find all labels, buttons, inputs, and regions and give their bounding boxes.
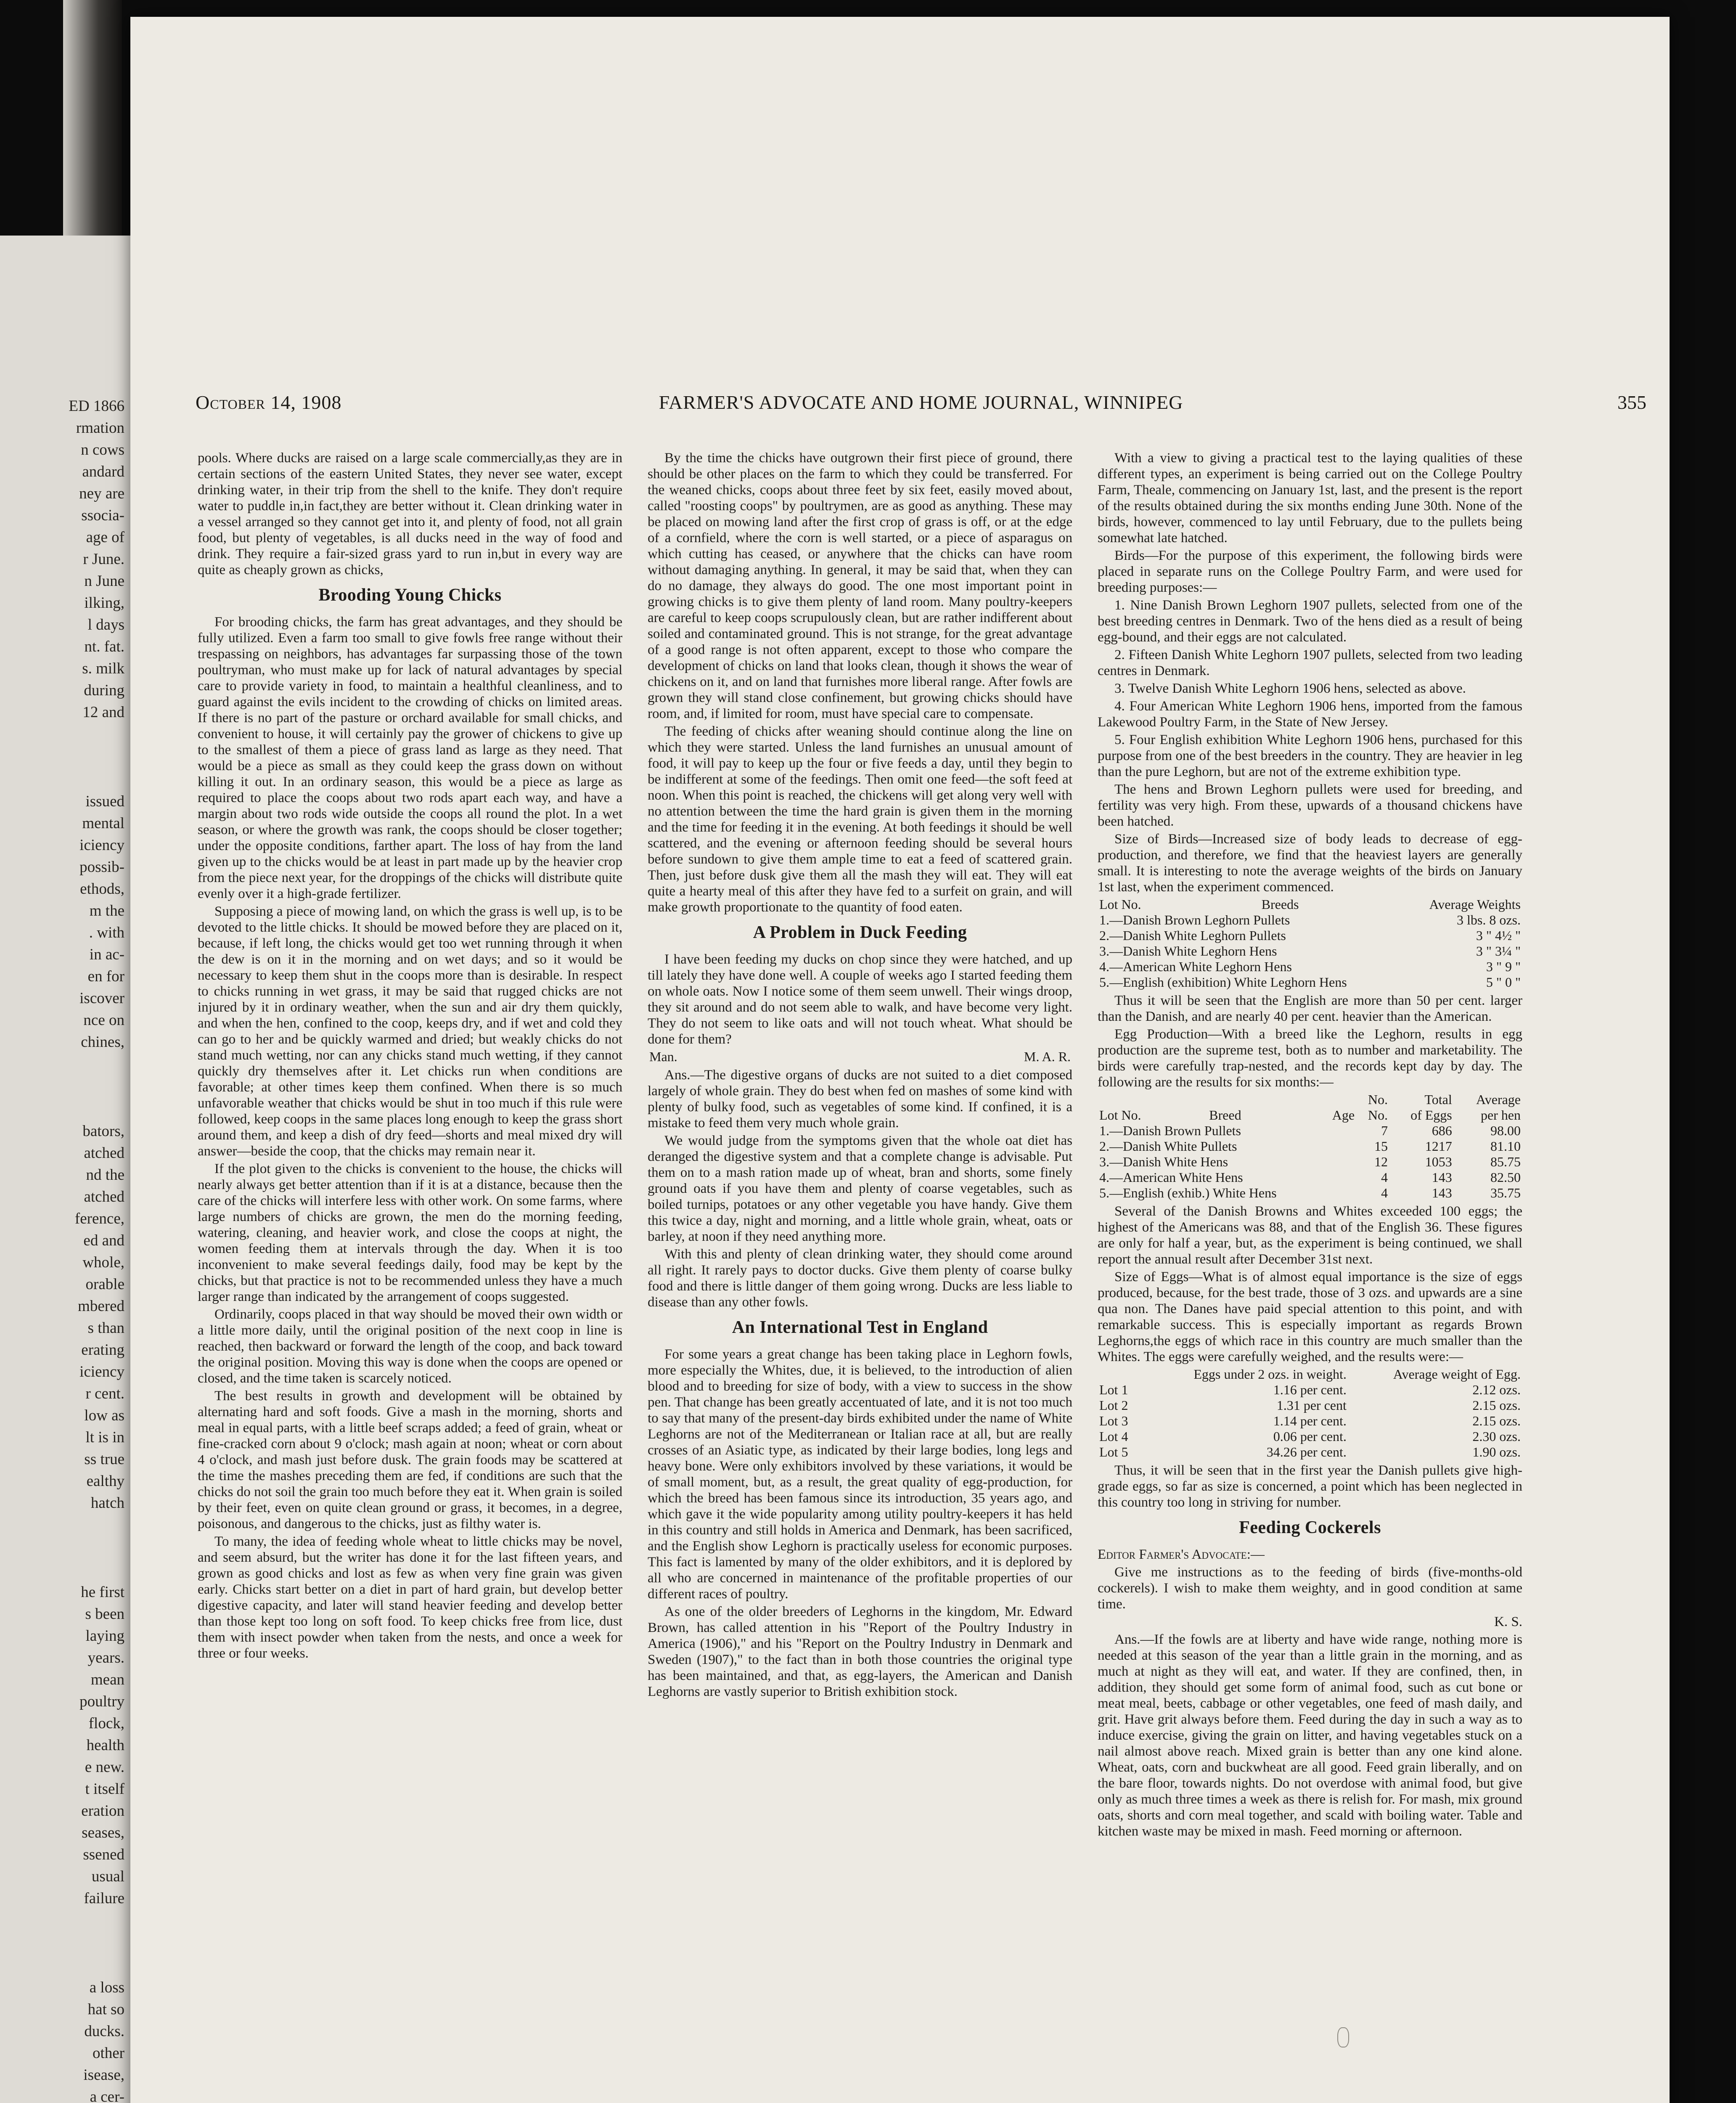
paragraph: If the plot given to the chicks is convenient to the house, the chicks will nearly always get better attention than if it is at a distance, because then the care of the chicks will interfere less with other work. On some farms, where large numbers of chicks are grown, the men do the morning feeding, watering, cleaning, and heavier work, and close the coops at night, the women feeding them at intervals through the day. When it is too inconvenient to make several feedings daily, food may be kept by the chicks, but that practice is not to be recommended unless they have a much larger range than indicated by the arrangement of coops suggested. bbox=[198, 1161, 622, 1304]
column-1 bbox=[198, 450, 622, 1663]
previous-page-fragment: low as bbox=[84, 1407, 124, 1424]
previous-page-fragment: he first bbox=[81, 1584, 124, 1601]
paragraph: With a view to giving a practical test to the laying qualities of these different types, an experiment is being carried out on the College Poultry Farm, Theale, commencing on January 1st, last, and the present is the report of the results obtained during the six months ending June 30th. None of the birds, however, commenced to lay until February, due to the pullets being somewhat late hatched. bbox=[1098, 450, 1522, 546]
table-cell: 81.10 bbox=[1490, 1139, 1521, 1154]
previous-page-fragment: whole, bbox=[82, 1254, 124, 1271]
signature-location: Man. bbox=[649, 1049, 677, 1064]
paragraph: The hens and Brown Leghorn pullets were used for breeding, and fertility was very high. From these, upwards of a thousand chickens have been hatched. bbox=[1098, 782, 1522, 829]
column-super-header: No. bbox=[1368, 1092, 1388, 1107]
table-row bbox=[1098, 943, 1522, 959]
paragraph: Supposing a piece of mowing land, on which the grass is well up, is to be devoted to the little chicks. It should be mowed before they are placed on it, because, if left long, the chicks would get too wet running through it when the dew is on it in the morning and on wet days; and so it would be necessary to keep them shut in the coops more than is desirable. In respect to chicks running in wet grass, it may be said that rugged chicks are not injured by it in ordinary weather, when the sun and air dry them quickly, and when the hen, confined to the coop, keeps dry, and if wet and cold they can go to her and be quickly warmed and dried; but weakly chicks do not stand much wetting, nor can any chicks stand much wetting, if they cannot quickly dry themselves after it. Let chicks run when conditions are favorable; at other times keep them confined. When there is so much unfavorable weather that chicks would be shut in too much if this rule were followed, keep coops in the same places long enough to keep the grass short around them, and keep a dish of dry feed—shorts and meal mixed dry will answer—beside the coop, that the chicks may remain near it. bbox=[198, 904, 622, 1159]
previous-page-fragment: seases, bbox=[82, 1824, 124, 1841]
heading-brooding-young-chicks: Brooding Young Chicks bbox=[318, 585, 502, 605]
previous-page-fragment: iscover bbox=[79, 990, 124, 1007]
table-row bbox=[1098, 928, 1522, 943]
table-cell: 2.—Danish White Leghorn Pullets bbox=[1099, 928, 1286, 943]
table-cell: 143 bbox=[1432, 1170, 1452, 1185]
previous-page-fragment: ilking, bbox=[84, 594, 124, 612]
pencil-mark bbox=[1337, 2027, 1349, 2047]
table-cell: 5 " 0 " bbox=[1486, 975, 1521, 990]
table-cell: 3 " 3¼ " bbox=[1476, 943, 1521, 959]
previous-page-fragment: chines, bbox=[81, 1033, 124, 1051]
previous-page-fragment: laying bbox=[85, 1627, 124, 1645]
previous-page-fragment: ssocia- bbox=[81, 507, 124, 524]
table-cell: 3 lbs. 8 ozs. bbox=[1457, 912, 1521, 927]
previous-page-fragment: erating bbox=[81, 1341, 124, 1359]
table-cell: 35.75 bbox=[1490, 1185, 1521, 1200]
table-cell: 1.31 per cent bbox=[1276, 1398, 1347, 1413]
previous-page-fragment: r June. bbox=[83, 551, 124, 568]
previous-page-fragment: mean bbox=[90, 1671, 124, 1688]
table-cell: 3.—Danish White Leghorn Hens bbox=[1099, 943, 1277, 959]
previous-page-fragment: possib- bbox=[79, 858, 124, 876]
editor-salutation: Editor Farmer's Advocate:— bbox=[1098, 1547, 1265, 1562]
table-cell: 5.—English (exhib.) White Hens bbox=[1099, 1185, 1277, 1200]
previous-page-fragment: iciency bbox=[79, 837, 124, 854]
column-header: Breed bbox=[1209, 1107, 1241, 1123]
table-row bbox=[1098, 975, 1522, 990]
empty-cell bbox=[1098, 1092, 1294, 1107]
table-cell: 1.90 ozs. bbox=[1472, 1444, 1521, 1459]
previous-page-fragment: t itself bbox=[85, 1780, 124, 1798]
table-super-header-row bbox=[1098, 1092, 1522, 1107]
international-test-body bbox=[648, 1346, 1072, 1700]
table-cell: 686 bbox=[1432, 1123, 1452, 1138]
table-cell: 2.30 ozs. bbox=[1472, 1429, 1521, 1444]
cockerel-question-signature: K. S. bbox=[1494, 1614, 1522, 1629]
paragraph: For brooding chicks, the farm has great advantages, and they should be fully utilized. Even a farm too small to give fowls free range without their trespassing on neighbors, has advantages far surpassing those of the town poultryman, who must make up for lack of natural advantages by special care to provide variety in food, to maintain a healthful cleanliness, and to guard against the evils incident to the crowding of chicks on limited areas. If there is no part of the pasture or orchard available for small chicks, and convenient to house, it will certainly pay the grower of chickens to give up to the smallest of them a piece of grass land as large as they need. That would be a piece as small as they could keep the grass down on without killing it out. In an ordinary season, this would be a piece as large as required to place the coops about two rods apart each way, and have a margin about two rods wide outside the coops all round the plot. In a wet season, or where the growth was rank, the coops should be closer together; under the opposite conditions, farther apart. The loss of hay from the land given up to the chicks would be at least in part made up by the heavier crop from the piece next year, for the droppings of the chicks will distribute quite evenly over it a high-grade fertilizer. bbox=[198, 614, 622, 901]
previous-page-fragment: nt. fat. bbox=[84, 638, 124, 655]
table-cell: 2.15 ozs. bbox=[1472, 1398, 1521, 1413]
table-row bbox=[1098, 1139, 1522, 1154]
experiment-intro-body bbox=[1098, 450, 1522, 895]
table-header-row bbox=[1098, 1367, 1522, 1382]
paragraph: For some years a great change has been taking place in Leghorn fowls, more especially the Whites, due, it is believed, to the introduction of alien blood and to breeding for size of body, with a view to success in the show pen. That change has been greatly accentuated of late, and it is not too much to say that many of the present-day birds exhibited under the name of White Leghorns are not of the Mediterranean or Italian race at all, but are really crosses of an Asiatic type, as indicated by their large bodies, long legs and heavy bone. Were only exhibitors involved by these variations, it would be of small moment, but, as a result, the great quality of egg-production, for which the breed has been famous since its introduction, 35 years ago, and which gave it the wide popularity among utility poultry-keepers it has held in this country and still holds in America and Denmark, has been sacrificed, and the English show Leghorn is practically useless for economic purposes. This fact is lamented by many of the older exhibitors, and it is deplored by all who are concerned in maintenance of the profitable properties of our different races of poultry. bbox=[648, 1347, 1072, 1602]
table-cell: 2.12 ozs. bbox=[1472, 1382, 1521, 1397]
signature-initials: M. A. R. bbox=[1024, 1049, 1071, 1064]
table-cell: 5.—English (exhibition) White Leghorn Hens bbox=[1099, 975, 1347, 990]
table-row bbox=[1098, 1444, 1522, 1460]
page-header bbox=[196, 391, 1646, 421]
column-header: Lot No. bbox=[1099, 897, 1141, 912]
previous-page-fragment: nce on bbox=[83, 1012, 124, 1029]
egg-size-conclusion: Thus, it will be seen that in the first year the Danish pullets give high-grade eggs, so far as size is concerned, a point which has been neglected in this country too long in striving for number. bbox=[1098, 1463, 1522, 1510]
previous-page-fragment: mental bbox=[82, 815, 124, 832]
paragraph: Birds—For the purpose of this experiment, the following birds were placed in separate runs on the College Poultry Farm, and were used for breeding purposes:— bbox=[1098, 548, 1522, 595]
table-cell: 98.00 bbox=[1490, 1123, 1521, 1138]
previous-page-edge bbox=[0, 236, 130, 2103]
previous-page-fragment: poultry bbox=[79, 1693, 124, 1710]
table-cell: 4.—American White Leghorn Hens bbox=[1099, 959, 1292, 974]
paragraph: By the time the chicks have outgrown their first piece of ground, there should be other places on the farm to which they could be transferred. For the weaned chicks, coops about three feet by six feet, easily moved about, called "roosting coops" by poultrymen, are as good as anything. These may be placed on mowing land after the first crop of grass is off, or at the edge of a cornfield, where the corn is well started, or a piece of asparagus on which cutting has ceased, or anywhere that the chicks can have room without damaging anything. In general, it may be said that, when they can do no damage, they always do good. The one most important point in growing chicks is to give them plenty of land room. Many poultry-keepers are careful to keep coops scrupulously clean, but are rather indifferent about soiled and contaminated ground. This is not strange, for the great advantage of a good range is not often apparent, except to those who compare the development of chicks on land that looks clean, though it shows the wear of chickens on it, and on land that furnishes more liberal range. After fowls are grown they will stand close confinement, but growing chicks should have room, and, if limited for room, must have special care to compensate. bbox=[648, 450, 1072, 721]
previous-page-fragment: hatch bbox=[90, 1494, 124, 1512]
paragraph: Several of the Danish Browns and Whites exceeded 100 eggs; the highest of the Americans was 88, and that of the English 36. These figures are only for half a year, but, as the experiment is being continued, we shall report the annual result after December 31st next. bbox=[1098, 1204, 1522, 1267]
table-cell: 34.26 per cent. bbox=[1266, 1444, 1347, 1459]
previous-page-fragment: years. bbox=[87, 1649, 124, 1666]
paragraph: 5. Four English exhibition White Leghorn 1906 hens, purchased for this purpose from one of the best breeders in the country. They are heavier in leg than the pure Leghorn, but are not of the extreme exhibition type. bbox=[1098, 732, 1522, 779]
table-cell: 12 bbox=[1374, 1154, 1388, 1169]
table-cell: 3 " 4½ " bbox=[1476, 928, 1521, 943]
previous-page-fragment: ED 1866 bbox=[69, 397, 124, 415]
fragment-gap bbox=[0, 1910, 124, 1977]
previous-page-fragment: a loss bbox=[89, 1979, 124, 1996]
previous-page-fragment: ssened bbox=[83, 1846, 124, 1863]
table-cell: 1.—Danish Brown Pullets bbox=[1099, 1123, 1241, 1138]
header-page-number: 355 bbox=[1617, 392, 1646, 413]
previous-page-fragment: atched bbox=[84, 1188, 124, 1205]
previous-page-fragment: s been bbox=[85, 1605, 124, 1623]
previous-page-fragment: ealthy bbox=[86, 1473, 124, 1490]
table-cell: 15 bbox=[1374, 1139, 1388, 1154]
duck-question-signature bbox=[648, 1049, 1072, 1065]
table-cell: 3 " 9 " bbox=[1486, 959, 1521, 974]
table-cell: Lot 2 bbox=[1099, 1398, 1128, 1413]
previous-page-fragment: usual bbox=[91, 1868, 124, 1885]
previous-page-fragment: andard bbox=[82, 463, 124, 480]
table-cell: 85.75 bbox=[1490, 1154, 1521, 1169]
table-cell: 1.14 per cent. bbox=[1273, 1413, 1347, 1428]
previous-page-fragment: orable bbox=[85, 1276, 124, 1293]
previous-page-fragment: ethods, bbox=[80, 880, 124, 898]
previous-page-fragment: ed and bbox=[83, 1232, 124, 1249]
duck-intro-paragraph: pools. Where ducks are raised on a large scale commercially,as they are in certain sections of the eastern United States, they never see water, except drinking water, in their trip from the shell to the knife. They don't require water to puddle in,in fact,they are better without it. Clean drinking water in a vessel arranged so they cannot get into it, and plenty of food, not all grain food, but plenty of vegetables, is all ducks need in the way of food and drink. They require a fair-sized grass yard to run in,but in every way are quite as cheaply grown as chicks, bbox=[198, 450, 622, 577]
table-cell: 4 bbox=[1381, 1170, 1388, 1185]
table-row bbox=[1098, 1123, 1522, 1139]
duck-answer-body bbox=[648, 1067, 1072, 1310]
fragment-gap bbox=[0, 1514, 124, 1581]
table-row bbox=[1098, 1170, 1522, 1185]
previous-page-fragment: age of bbox=[86, 529, 124, 546]
paragraph: 1. Nine Danish Brown Leghorn 1907 pullets, selected from one of the best breeding centres in Denmark. Two of the hens died as a result of being egg-bound, and their eggs are not calculated. bbox=[1098, 598, 1522, 645]
fragment-gap bbox=[0, 1053, 124, 1120]
table-cell: 1.—Danish Brown Leghorn Pullets bbox=[1099, 912, 1290, 927]
column-header: per hen bbox=[1480, 1107, 1521, 1123]
cockerel-question: Give me instructions as to the feeding of birds (five-months-old cockerels). I wish to make them weighty, and in good condition at same time. bbox=[1098, 1565, 1522, 1612]
table-cell: 2.15 ozs. bbox=[1472, 1413, 1521, 1428]
previous-page-fragment: . with bbox=[89, 924, 124, 941]
previous-page-fragment: m the bbox=[89, 902, 124, 919]
column-header: of Eggs bbox=[1410, 1107, 1452, 1123]
table-cell: 143 bbox=[1432, 1185, 1452, 1200]
column-2 bbox=[648, 450, 1072, 1701]
table-cell: 82.50 bbox=[1490, 1170, 1521, 1185]
previous-page-text-fragments bbox=[0, 395, 124, 2103]
paragraph: Ans.—The digestive organs of ducks are not suited to a diet composed largely of whole grain. They do best when fed on mashes of some kind with plenty of bulky food, such as vegetables of some kind. If confined, it is a mistake to feed them very much whole grain. bbox=[648, 1067, 1072, 1131]
previous-page-fragment: eration bbox=[81, 1802, 124, 1820]
previous-page-fragment: r cent. bbox=[85, 1385, 124, 1402]
table-row bbox=[1098, 1185, 1522, 1201]
paragraph: The feeding of chicks after weaning should continue along the line on which they were started. Unless the land furnishes an unusual amount of food, it will pay to keep up the four or five feeds a day, until they begin to be indifferent at some of the feedings. Then omit one feed—the soft feed at noon. When this point is reached, the chickens will get along very well with no attention between the time the hard grain is given them in the morning and the time for feeding it in the evening. At both feedings it should be well scattered, and the evening or afternoon feeding should be several hours before sundown to give them ample time to eat a feed of scattered grain. Then, just before dusk give them all the mash they will eat. They will eat quite a hearty meal of this after they have fed to a surfeit on grain, and will make growth proportionate to the quantity of food eaten. bbox=[648, 724, 1072, 915]
table-header-row bbox=[1098, 897, 1522, 912]
paragraph: 2. Fifteen Danish White Leghorn 1907 pullets, selected from two leading centres in Denmark. bbox=[1098, 647, 1522, 678]
previous-page-fragment: s than bbox=[87, 1319, 124, 1337]
table-row bbox=[1098, 1154, 1522, 1170]
table-cell: Lot 5 bbox=[1099, 1444, 1128, 1459]
egg-production-intro bbox=[1098, 993, 1522, 1090]
table-cell: 2.—Danish White Pullets bbox=[1099, 1139, 1237, 1154]
heading-international-test: An International Test in England bbox=[732, 1318, 988, 1337]
table-cell: 4 bbox=[1381, 1185, 1388, 1200]
column-header: Average weight of Egg. bbox=[1393, 1367, 1521, 1382]
empty-cell bbox=[1294, 1092, 1356, 1107]
paragraph: 3. Twelve Danish White Leghorn 1906 hens, selected as above. bbox=[1114, 681, 1466, 696]
previous-page-fragment: ney are bbox=[79, 485, 124, 502]
chick-range-article-body bbox=[648, 450, 1072, 915]
column-super-header: Average bbox=[1476, 1092, 1521, 1107]
brooding-article-body bbox=[198, 614, 622, 1661]
previous-page-fragment: ducks. bbox=[84, 2023, 124, 2040]
previous-page-fragment: issued bbox=[85, 793, 124, 810]
table-cell: 4.—American White Hens bbox=[1099, 1170, 1243, 1185]
column-header: No. bbox=[1368, 1107, 1388, 1123]
paragraph: To many, the idea of feeding whole wheat to little chicks may be novel, and seem absurd, but the writer has done it for the last fifteen years, and grown as good chicks and lost as few as when very fine grain was given early. Chicks start better on a diet in part of hard grain, but develop better digestive capacity, and later will stand heavier feeding and develop better than those kept too long on soft food. To keep chicks free from lice, dust them with insect powder when taken from the nests, and once a week for three or four weeks. bbox=[198, 1534, 622, 1661]
previous-page-fragment: in ac- bbox=[89, 946, 124, 963]
previous-page-fragment: 12 and bbox=[82, 704, 124, 721]
paragraph: Egg Production—With a breed like the Leghorn, results in egg production are the supreme test, both as to number and marketability. The birds were carefully trap-nested, and the records kept day by day. The following are the results for six months:— bbox=[1098, 1027, 1522, 1090]
paragraph: Ordinarily, coops placed in that way should be moved their own width or a little more daily, until the original position of the next coop in line is reached, then backward or forward the length of the coop, and back toward the original position. Moving this way is done when the coops are opened or closed, and the time taken is scarcely noticed. bbox=[198, 1307, 622, 1386]
egg-production-table bbox=[1098, 1092, 1522, 1201]
previous-page-fragment: failure bbox=[84, 1890, 124, 1907]
table-cell: Lot 1 bbox=[1099, 1382, 1128, 1397]
table-row bbox=[1098, 1398, 1522, 1413]
header-title: FARMER'S ADVOCATE AND HOME JOURNAL, WINNIPEG bbox=[659, 392, 1183, 413]
previous-page-fragment: n cows bbox=[81, 441, 124, 458]
previous-page-fragment: rmation bbox=[76, 419, 124, 437]
previous-page-fragment: ference, bbox=[74, 1210, 124, 1227]
table-cell: 1.16 per cent. bbox=[1273, 1382, 1347, 1397]
table-cell: 1053 bbox=[1425, 1154, 1452, 1169]
heading-feeding-cockerels: Feeding Cockerels bbox=[1239, 1518, 1381, 1537]
table-row bbox=[1098, 1429, 1522, 1444]
table-cell: 3.—Danish White Hens bbox=[1099, 1154, 1228, 1169]
table-header-row bbox=[1098, 1107, 1522, 1123]
paragraph: Size of Birds—Increased size of body leads to decrease of egg-production, and therefore, we find that the heaviest layers are generally small. It is interesting to note the average weights of the birds on January 1st last, when the experiment commenced. bbox=[1098, 832, 1522, 895]
previous-page-fragment: l days bbox=[87, 616, 124, 633]
previous-page-fragment: health bbox=[86, 1737, 124, 1754]
duck-question: I have been feeding my ducks on chop since they were hatched, and up till lately they have done well. A couple of weeks ago I started feeding them on whole oats. Now I notice some of them seem unwell. Their wings droop, they sit around and do not seem able to walk, and have become very light. They do not seem to like oats and will not touch wheat. What should be done for them? bbox=[648, 952, 1072, 1047]
table-row bbox=[1098, 959, 1522, 975]
column-super-header: Total bbox=[1424, 1092, 1452, 1107]
paragraph: With this and plenty of clean drinking water, they should come around all right. It rarely pays to doctor ducks. Give them plenty of coarse bulky food and there is little danger of them going wrong. Ducks are less liable to disease than any other fowls. bbox=[648, 1247, 1072, 1310]
previous-page-fragment: bators, bbox=[82, 1123, 124, 1140]
column-header: Eggs under 2 ozs. in weight. bbox=[1194, 1367, 1347, 1382]
previous-page-fragment: iciency bbox=[79, 1363, 124, 1380]
heading-duck-feeding: A Problem in Duck Feeding bbox=[753, 923, 967, 942]
previous-page-fragment: nd the bbox=[86, 1166, 124, 1184]
column-header: Lot No. bbox=[1099, 1107, 1141, 1123]
weights-table bbox=[1098, 897, 1522, 990]
paragraph: As one of the older breeders of Leghorns in the kingdom, Mr. Edward Brown, has called attention in his "Report of the Poultry Industry in America (1906)," and his "Report on the Poultry Industry in Denmark and Sweden (1907)," to the fact than in both those countries the original type has been maintained, and that, as egg-layers, the American and Danish Leghorns are vastly superior to British exhibition stock. bbox=[648, 1604, 1072, 1699]
previous-page-fragment: lt is in bbox=[85, 1429, 124, 1446]
column-header: Breeds bbox=[1261, 897, 1299, 912]
previous-page-fragment: isease, bbox=[83, 2066, 124, 2084]
previous-page-fragment: during bbox=[84, 682, 124, 699]
paragraph: Size of Eggs—What is of almost equal importance is the size of eggs produced, because, for the best trade, those of 3 ozs. and upwards are a sine qua non. The Danes have paid special attention to this point, and with remarkable success. This is especially important as regards Brown Leghorns,the eggs of which race in this country are much smaller than the Whites. The eggs were carefully weighed, and the results were:— bbox=[1098, 1269, 1522, 1364]
table-row bbox=[1098, 912, 1522, 928]
previous-page-fragment: en for bbox=[87, 968, 124, 985]
egg-size-table bbox=[1098, 1367, 1522, 1460]
egg-size-intro bbox=[1098, 1203, 1522, 1365]
previous-page-fragment: s. milk bbox=[82, 660, 124, 677]
table-cell: 7 bbox=[1381, 1123, 1388, 1138]
previous-page-fragment: hat so bbox=[87, 2001, 124, 2018]
previous-page-fragment: flock, bbox=[88, 1715, 124, 1732]
header-date: October 14, 1908 bbox=[196, 392, 342, 413]
paragraph: The best results in growth and development will be obtained by alternating hard and soft foods. Give a mash in the morning, shorts and meal in equal parts, with a little beef scraps added; a feed of grain, wheat or fine-cracked corn about 9 o'clock; mash again at noon; wheat or corn about 4 o'clock, and mash just before dusk. The grain foods may be scattered at the time the mashes preceding them are fed, if conditions are such that the chicks do not soil the grain too much before they eat it. When grain is soiled by their feet, even on quite clean ground or grass, it becomes, in a degree, poisonous, and dangerous to the chicks, just as filthy water is. bbox=[198, 1388, 622, 1531]
column-3 bbox=[1098, 450, 1522, 1841]
column-header: Average Weights bbox=[1429, 897, 1521, 912]
column-header: Age bbox=[1332, 1107, 1355, 1123]
previous-page-fragment: e new. bbox=[85, 1759, 124, 1776]
table-cell: 0.06 per cent. bbox=[1273, 1429, 1347, 1444]
paragraph: Thus it will be seen that the English are more than 50 per cent. larger than the Danish, and are nearly 40 per cent. heavier than the American. bbox=[1098, 993, 1522, 1024]
table-cell: Lot 4 bbox=[1099, 1429, 1128, 1444]
newspaper-page bbox=[130, 17, 1670, 2103]
column-header bbox=[1098, 1367, 1141, 1382]
table-cell: 1217 bbox=[1425, 1139, 1452, 1154]
paragraph: 4. Four American White Leghorn 1906 hens, imported from the famous Lakewood Poultry Farm, in the State of New Jersey. bbox=[1098, 699, 1522, 730]
previous-page-fragment: a cer- bbox=[90, 2088, 124, 2103]
table-row bbox=[1098, 1382, 1522, 1398]
fragment-gap bbox=[0, 723, 124, 791]
previous-page-fragment: other bbox=[92, 2045, 124, 2062]
table-row bbox=[1098, 1413, 1522, 1429]
paragraph: We would judge from the symptoms given that the whole oat diet has deranged the digestive system and that a complete change is advisable. Put them on to a mash ration made up of wheat, bran and shorts, some finely ground oats if you have them and plenty of coarse vegetables, such as boiled turnips, potatoes or any other vegetable you have handy. Give them this twice a day, night and morning, and a little whole grain, wheat, oats or barley, at noon if they need anything more. bbox=[648, 1133, 1072, 1244]
table-cell: Lot 3 bbox=[1099, 1413, 1128, 1428]
previous-page-fragment: n June bbox=[84, 572, 124, 590]
previous-page-fragment: mbered bbox=[78, 1298, 124, 1315]
cockerel-answer: Ans.—If the fowls are at liberty and have wide range, nothing more is needed at this season of the year than a little grain in the morning, and as much at night as they will eat, and water. If they are confined, then, in addition, they should get some form of animal food, such as cut bone or meat meal, beets, cabbage or other vegetables, one feed of mash daily, and grit. Have grit always before them. Feed during the day in such a way as to induce exercise, giving the grain on litter, and having vegetables stuck on a nail almost above reach. Mixed grain is better than any one kind alone. Wheat, oats, corn and buckwheat are all good. Feed grain liberally, and on the bare floor, towards nights. Do not overdose with animal food, but give only as much three times a week as there is relish for. For mash, mix ground oats, shorts and corn meal together, and scald with boiling water. Table and kitchen waste may be mixed in mash. Feed morning or afternoon. bbox=[1098, 1632, 1522, 1839]
previous-page-fragment: atched bbox=[84, 1144, 124, 1162]
previous-page-fragment: ss true bbox=[84, 1451, 124, 1468]
